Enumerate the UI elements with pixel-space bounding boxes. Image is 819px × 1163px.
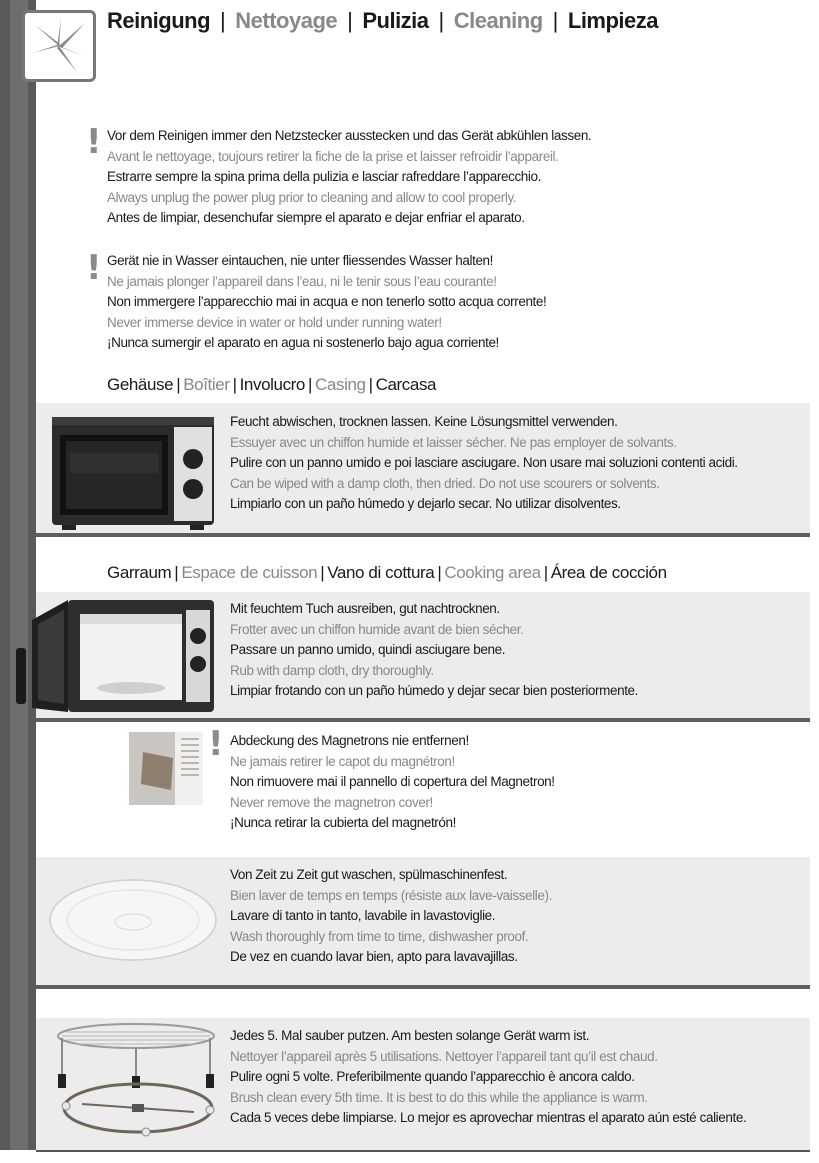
text-line: Cada 5 veces debe limpiarse. Lo mejor es aprovechar mientras el aparato aún esté caliente. bbox=[230, 1110, 747, 1125]
title-es: Área de cocción bbox=[550, 563, 667, 582]
text-line: Pulire con un panno umido e poi lasciare asciugare. Non usare mai soluzioni contenti acidi. bbox=[230, 455, 738, 470]
section-title-cooking bbox=[107, 563, 667, 583]
text-line: Non rimuovere mai il pannello di copertura del Magnetron! bbox=[230, 774, 555, 789]
warning-line: Avant le nettoyage, toujours retirer la fiche de la prise et laisser refroidir l’appareil. bbox=[107, 148, 559, 164]
text-line: Limpiarlo con un paño húmedo y dejarlo secar. No utilizar disolventes. bbox=[230, 496, 621, 511]
title-it: Vano di cottura bbox=[327, 563, 435, 582]
text-line: Jedes 5. Mal sauber putzen. Am besten solange Gerät warm ist. bbox=[230, 1028, 590, 1043]
warning-line: ¡Nunca sumergir el aparato en agua ni sostenerlo bajo agua corriente! bbox=[107, 335, 499, 350]
text-line: Essuyer avec un chiffon humide et laisser sécher. Ne pas employer de solvants. bbox=[230, 434, 677, 450]
text-line: Can be wiped with a damp cloth, then dried. Do not use scourers or solvents. bbox=[230, 475, 660, 491]
text-line: De vez en cuando lavar bien, apto para lavavajillas. bbox=[230, 949, 518, 964]
warning-line: Ne jamais plonger l’appareil dans l’eau, ni le tenir sous l’eau courante! bbox=[107, 273, 497, 289]
title-en: Cooking area bbox=[444, 563, 541, 582]
magnetron-cover-image bbox=[129, 732, 203, 810]
star-logo-icon bbox=[22, 10, 96, 82]
warning-exclamation-icon: ! bbox=[86, 122, 102, 162]
header-item-it: Pulizia bbox=[362, 8, 429, 33]
band-text-housing bbox=[230, 412, 738, 515]
warning-line: Always unplug the power plug prior to cleaning and allow to cool properly. bbox=[107, 189, 517, 205]
grill-rack-image bbox=[52, 1020, 222, 1145]
title-it: Involucro bbox=[239, 375, 305, 394]
band-text-plate bbox=[230, 865, 552, 968]
text-line: Limpiar frotando con un paño húmedo y dejar secar bien posteriormente. bbox=[230, 683, 639, 698]
text-line: ¡Nunca retirar la cubierta del magnetrón! bbox=[230, 815, 456, 830]
title-separator: | bbox=[320, 563, 325, 582]
title-separator: | bbox=[232, 375, 237, 394]
header-item-es: Limpieza bbox=[567, 8, 659, 33]
title-de: Garraum bbox=[107, 563, 172, 582]
header-item-fr: Nettoyage bbox=[235, 8, 338, 33]
title-separator: | bbox=[176, 375, 181, 394]
header-separator: | bbox=[347, 8, 353, 33]
warning-line: Non immergere l’apparecchio mai in acqua e non tenerlo sotto acqua corrente! bbox=[107, 294, 547, 309]
text-line: Brush clean every 5th time. It is best to do this while the appliance is warm. bbox=[230, 1089, 648, 1105]
warning-exclamation-icon: ! bbox=[86, 248, 102, 288]
band-text-rack bbox=[230, 1026, 746, 1129]
text-line: Nettoyer l’appareil après 5 utilisations. Nettoyer l’appareil tant qu’il est chaud. bbox=[230, 1048, 658, 1064]
warning-no-water bbox=[107, 251, 546, 354]
text-line: Wash thoroughly from time to time, dishwasher proof. bbox=[230, 928, 529, 944]
text-line: Never remove the magnetron cover! bbox=[230, 794, 433, 810]
text-line: Rub with damp cloth, dry thoroughly. bbox=[230, 662, 434, 678]
section-title-housing bbox=[107, 375, 436, 395]
text-line: Feucht abwischen, trocknen lassen. Keine Lösungsmittel verwenden. bbox=[230, 414, 618, 429]
band-text-magnetron bbox=[230, 731, 555, 834]
warning-line: Vor dem Reinigen immer den Netzstecker ausstecken und das Gerät abkühlen lassen. bbox=[107, 128, 592, 143]
warning-exclamation-icon: ! bbox=[208, 724, 224, 764]
warning-line: Estrarre sempre la spina prima della pulizia e lasciar rafreddare l’apparecchio. bbox=[107, 169, 541, 184]
title-separator: | bbox=[543, 563, 548, 582]
text-line: Von Zeit zu Zeit gut waschen, spülmaschinenfest. bbox=[230, 867, 508, 882]
warning-line: Antes de limpiar, desenchufar siempre el aparato e dejar enfriar el aparato. bbox=[107, 210, 525, 225]
header-separator: | bbox=[438, 8, 444, 33]
title-fr: Boîtier bbox=[183, 375, 230, 394]
title-separator: | bbox=[174, 563, 179, 582]
text-line: Abdeckung des Magnetrons nie entfernen! bbox=[230, 733, 469, 748]
text-line: Passare un panno umido, quindi asciugare bene. bbox=[230, 642, 506, 657]
microwave-closed-image bbox=[50, 413, 218, 536]
title-separator: | bbox=[437, 563, 442, 582]
title-en: Casing bbox=[315, 375, 366, 394]
warning-line: Gerät nie in Wasser eintauchen, nie unter fliessendes Wasser halten! bbox=[107, 253, 494, 268]
band-text-cooking bbox=[230, 599, 638, 702]
header-separator: | bbox=[220, 8, 226, 33]
left-margin-bar bbox=[0, 0, 36, 1150]
warning-unplug bbox=[107, 126, 591, 229]
header-separator: | bbox=[552, 8, 558, 33]
text-line: Pulire ogni 5 volte. Preferibilmente quando l’apparecchio è ancora caldo. bbox=[230, 1069, 635, 1084]
title-separator: | bbox=[368, 375, 373, 394]
text-line: Bien laver de temps en temps (résiste aux lave-vaisselle). bbox=[230, 887, 552, 903]
header-item-en: Cleaning bbox=[453, 8, 543, 33]
header-item-de: Reinigung bbox=[107, 8, 211, 33]
title-separator: | bbox=[308, 375, 313, 394]
title-es: Carcasa bbox=[375, 375, 437, 394]
text-line: Ne jamais retirer le capot du magnétron! bbox=[230, 753, 455, 769]
text-line: Mit feuchtem Tuch ausreiben, gut nachtrocknen. bbox=[230, 601, 500, 616]
page-header bbox=[107, 8, 658, 34]
microwave-open-image bbox=[14, 596, 218, 725]
text-line: Lavare di tanto in tanto, lavabile in lavastoviglie. bbox=[230, 908, 496, 923]
glass-plate-image bbox=[48, 878, 218, 967]
text-line: Frotter avec un chiffon humide avant de bien sécher. bbox=[230, 621, 524, 637]
warning-line: Never immerse device in water or hold under running water! bbox=[107, 314, 442, 330]
title-de: Gehäuse bbox=[107, 375, 174, 394]
title-fr: Espace de cuisson bbox=[181, 563, 318, 582]
